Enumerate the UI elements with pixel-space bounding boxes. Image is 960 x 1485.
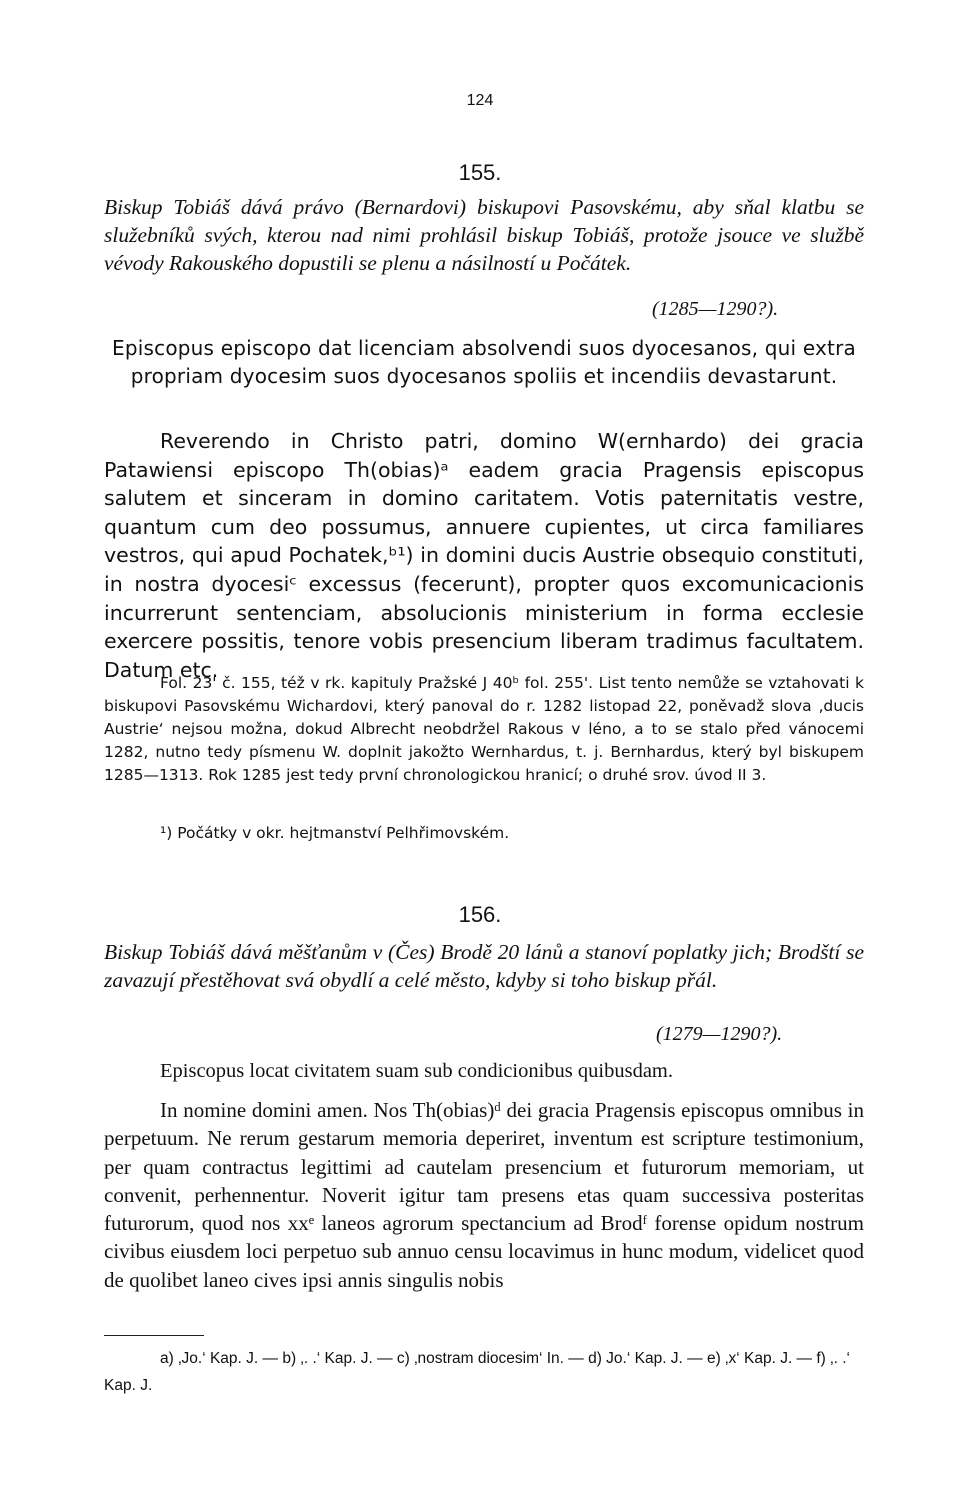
latin-regest-155: Episcopus episcopo dat licenciam absolvendi suos dyocesanos, qui extra propriam dyocesim suos dyocesanos spoliis et incendiis devastarunt. [112, 336, 856, 388]
footnote-155: ¹) Počátky v okr. hejtmanství Pelhřimovském. [160, 824, 510, 842]
page-number: 124 [466, 92, 494, 109]
latin-regest-156: Episcopus locat civitatem suam sub condicionibus quibusdam. [160, 1060, 673, 1082]
document-number-156: 156. [458, 902, 502, 927]
date-155: (1285—1290?). [652, 298, 779, 320]
footnote-separator [104, 1335, 204, 1336]
body-text-156: In nomine domini amen. Nos Th(obias)ᵈ dei gracia Pragensis episcopus omnibus in perpetuum. Ne rerum gestarum memoria deperiret, inventum est scripture testimonium, per quam contractus legittimi ad cautelam presencium et futurorum memoriam, ut convenit, perhennentur. Noverit igitur tam presens etas quam successiva posteritas futurorum, quod nos xxᵉ laneos agrorum spectancium ad Brodᶠ forense opidum nostrum civibus eiusdem loci perpetuo sub annuo censu locavimus in hunc modum, videlicet quod de quolibet laneo cives ipsi annis singulis nobis [104, 1098, 864, 1292]
editorial-note-155: Fol. 23' č. 155, též v rk. kapituly Pražské J 40ᵇ fol. 255'. List tento nemůže se vztahovati k biskupovi Pasovskému Wichardovi, který panoval do r. 1282 listopad 22, poněvadž slova ‚ducis Austrie‘ nejsou možna, dokud Albrecht neobdržel Rakous v léno, a to se stalo před vánocemi 1282, nutno tedy písmenu W. doplnit jakožto Wernhardus, t. j. Bernhardus, který byl biskupem 1285—1313. Rok 1285 jest tedy první chronologickou hranicí; o druhé srov. úvod II 3. [104, 674, 864, 784]
czech-summary-155: Biskup Tobiáš dává právo (Bernardovi) biskupovi Pasovskému, aby sňal klatbu se služebníků svých, kterou nad nimi prohlásil biskup Tobiáš, protože jsouce ve službě vévody Rakouského dopustili se plenu a násilností u Počátek. [104, 195, 864, 275]
czech-summary-156: Biskup Tobiáš dává měšťanům v (Čes) Brodě 20 lánů a stanoví poplatky jich; Brodští se zavazují přestěhovat svá obydlí a celé město, kdyby si toho biskup přál. [104, 940, 864, 992]
body-text-155: Reverendo in Christo patri, domino W(ernhardo) dei gracia Patawiensi episcopo Th(obias)ᵃ eadem gracia Pragensis episcopus salutem et sinceram in domino caritatem. Votis paternitatis vestre, quantum cum deo possumus, annuere cupientes, ut circa familiares vestros, qui apud Pochatek,ᵇ¹) in domini ducis Austrie obsequio constituti, in nostra dyocesiᶜ excessus (fecerunt), propter quos excomunicacionis incurrerunt sentenciam, absolucionis ministerium in forma ecclesie exercere possitis, tenore vobis presencium liberam tradimus facultatem. Datum etc. [104, 429, 864, 682]
document-number-155: 155. [458, 160, 502, 185]
critical-apparatus-156: a) ‚Jo.‘ Kap. J. — b) ‚. .‘ Kap. J. — c) ‚nostram diocesim‘ In. — d) Jo.‘ Kap. J. — e) ‚x‘ Kap. J. — f) ‚. .‘ Kap. J. [104, 1350, 850, 1394]
date-156: (1279—1290?). [656, 1023, 783, 1045]
